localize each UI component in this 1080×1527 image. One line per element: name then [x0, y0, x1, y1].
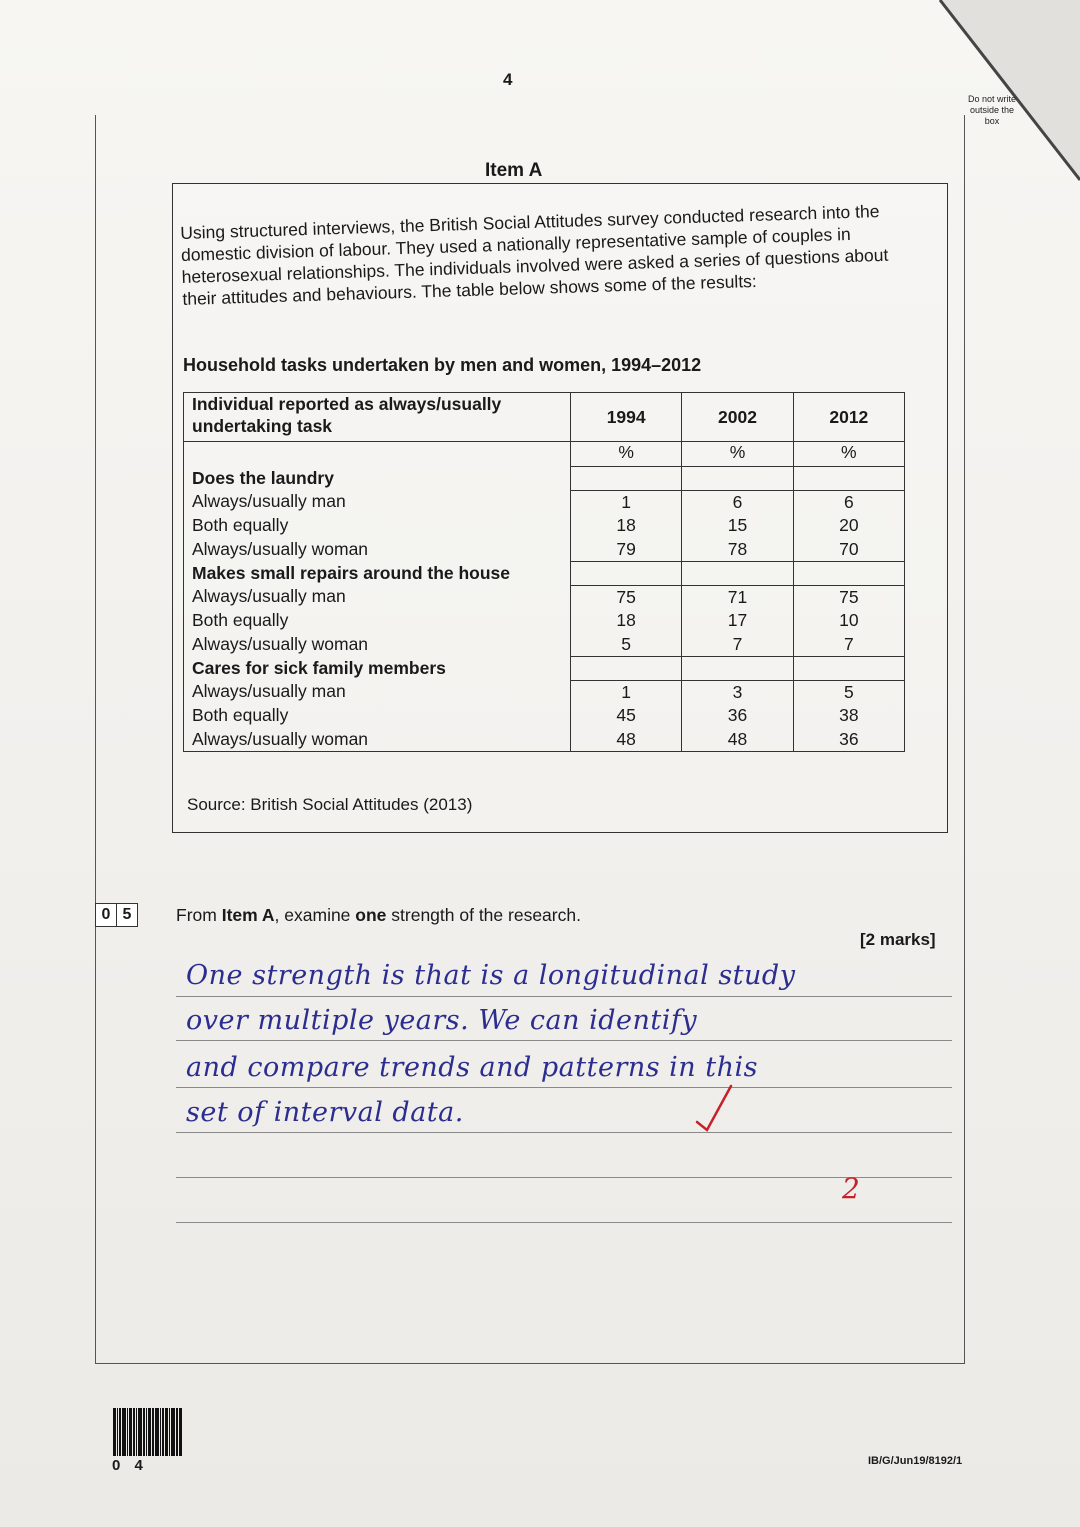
- table-row: [184, 728, 905, 752]
- handwritten-answer-line: set of interval data.: [186, 1097, 464, 1128]
- table-header-row: [184, 393, 905, 442]
- cell-value: 48: [682, 728, 793, 752]
- cell-value: 79: [571, 538, 682, 562]
- unit-cell: %: [571, 442, 682, 467]
- table-row: [184, 633, 905, 657]
- group-name: Cares for sick family members: [184, 657, 571, 681]
- question-text-part: From: [176, 905, 222, 925]
- cell-value: 75: [793, 585, 904, 609]
- cell-value: 78: [682, 538, 793, 562]
- question-emphasis: one: [355, 905, 387, 925]
- table-row: [184, 538, 905, 562]
- table-row: [184, 490, 905, 514]
- question-text-part: , examine: [274, 905, 356, 925]
- answer-line: [176, 1087, 952, 1088]
- question-item-ref: Item A: [221, 905, 275, 925]
- cell-value: 36: [793, 728, 904, 752]
- cell-value: 71: [682, 585, 793, 609]
- cell-value: 7: [793, 633, 904, 657]
- table-row: [184, 680, 905, 704]
- cell-value: 15: [682, 514, 793, 538]
- row-label: Always/usually man: [184, 490, 571, 514]
- question-number: [95, 903, 138, 927]
- year-header: 1994: [571, 393, 682, 442]
- group-name: Does the laundry: [184, 467, 571, 491]
- group-row: [184, 657, 905, 681]
- cell-value: 48: [571, 728, 682, 752]
- table-header-label: Individual reported as always/usually undertaking task: [184, 393, 571, 442]
- cell-value: 17: [682, 609, 793, 633]
- cell-value: 20: [793, 514, 904, 538]
- cell-value: 70: [793, 538, 904, 562]
- paper-reference: IB/G/Jun19/8192/1: [868, 1455, 963, 1467]
- year-header: 2012: [793, 393, 904, 442]
- cell-value: 18: [571, 609, 682, 633]
- table-row: [184, 704, 905, 728]
- cell-value: 1: [571, 490, 682, 514]
- group-name: Makes small repairs around the house: [184, 562, 571, 586]
- marks-label: [2 marks]: [860, 930, 936, 949]
- question-text: [176, 905, 581, 926]
- data-table: [183, 392, 905, 752]
- row-label: Always/usually man: [184, 680, 571, 704]
- marker-tick-icon: [695, 1082, 735, 1132]
- cell-value: 10: [793, 609, 904, 633]
- item-title: Item A: [485, 160, 543, 181]
- cell-value: 36: [682, 704, 793, 728]
- cell-value: 18: [571, 514, 682, 538]
- page-number: 4: [503, 70, 513, 89]
- handwritten-answer-line: One strength is that is a longitudinal study: [186, 960, 796, 991]
- answer-line: [176, 996, 952, 997]
- answer-line: [176, 1132, 952, 1133]
- table-title: Household tasks undertaken by men and women, 1994–2012: [183, 355, 702, 375]
- cell-value: 5: [793, 680, 904, 704]
- row-label: Both equally: [184, 609, 571, 633]
- answer-line: [176, 1177, 952, 1178]
- row-label: Always/usually woman: [184, 633, 571, 657]
- cell-value: 1: [571, 680, 682, 704]
- row-label: Both equally: [184, 514, 571, 538]
- cell-value: 6: [793, 490, 904, 514]
- row-label: Always/usually man: [184, 585, 571, 609]
- unit-cell: %: [682, 442, 793, 467]
- group-row: [184, 467, 905, 491]
- cell-value: 6: [682, 490, 793, 514]
- answer-line: [176, 1040, 952, 1041]
- row-label: Always/usually woman: [184, 728, 571, 752]
- cell-value: 7: [682, 633, 793, 657]
- barcode-number: 0 4: [112, 1457, 148, 1474]
- barcode-icon: [113, 1408, 187, 1456]
- item-intro-text: Using structured interviews, the British Social Attitudes survey conducted research into the domestic division of labour. They used a nationally representative sample of couples in heterosexual relationships. The individuals involved were asked a series of questions about their attitudes and behaviours. The table below shows some of the results:: [180, 201, 889, 309]
- year-header: 2002: [682, 393, 793, 442]
- answer-line: [176, 1222, 952, 1223]
- cell-value: 5: [571, 633, 682, 657]
- question-number-digit: 5: [117, 903, 138, 927]
- unit-row: [184, 442, 905, 467]
- table-source: Source: British Social Attitudes (2013): [187, 795, 473, 814]
- handwritten-answer-line: over multiple years. We can identify: [186, 1005, 698, 1036]
- cell-value: 45: [571, 704, 682, 728]
- cell-value: 75: [571, 585, 682, 609]
- group-row: [184, 562, 905, 586]
- table-row: [184, 585, 905, 609]
- handwritten-answer-line: and compare trends and patterns in this: [186, 1052, 759, 1083]
- margin-note: Do not write outside the box: [967, 94, 1017, 126]
- table-row: [184, 514, 905, 538]
- question-number-digit: 0: [95, 903, 117, 927]
- cell-value: 3: [682, 680, 793, 704]
- row-label: Both equally: [184, 704, 571, 728]
- awarded-score: 2: [842, 1172, 860, 1205]
- cell-value: 38: [793, 704, 904, 728]
- row-label: Always/usually woman: [184, 538, 571, 562]
- table-row: [184, 609, 905, 633]
- question-text-part: strength of the research.: [386, 905, 581, 925]
- unit-cell: %: [793, 442, 904, 467]
